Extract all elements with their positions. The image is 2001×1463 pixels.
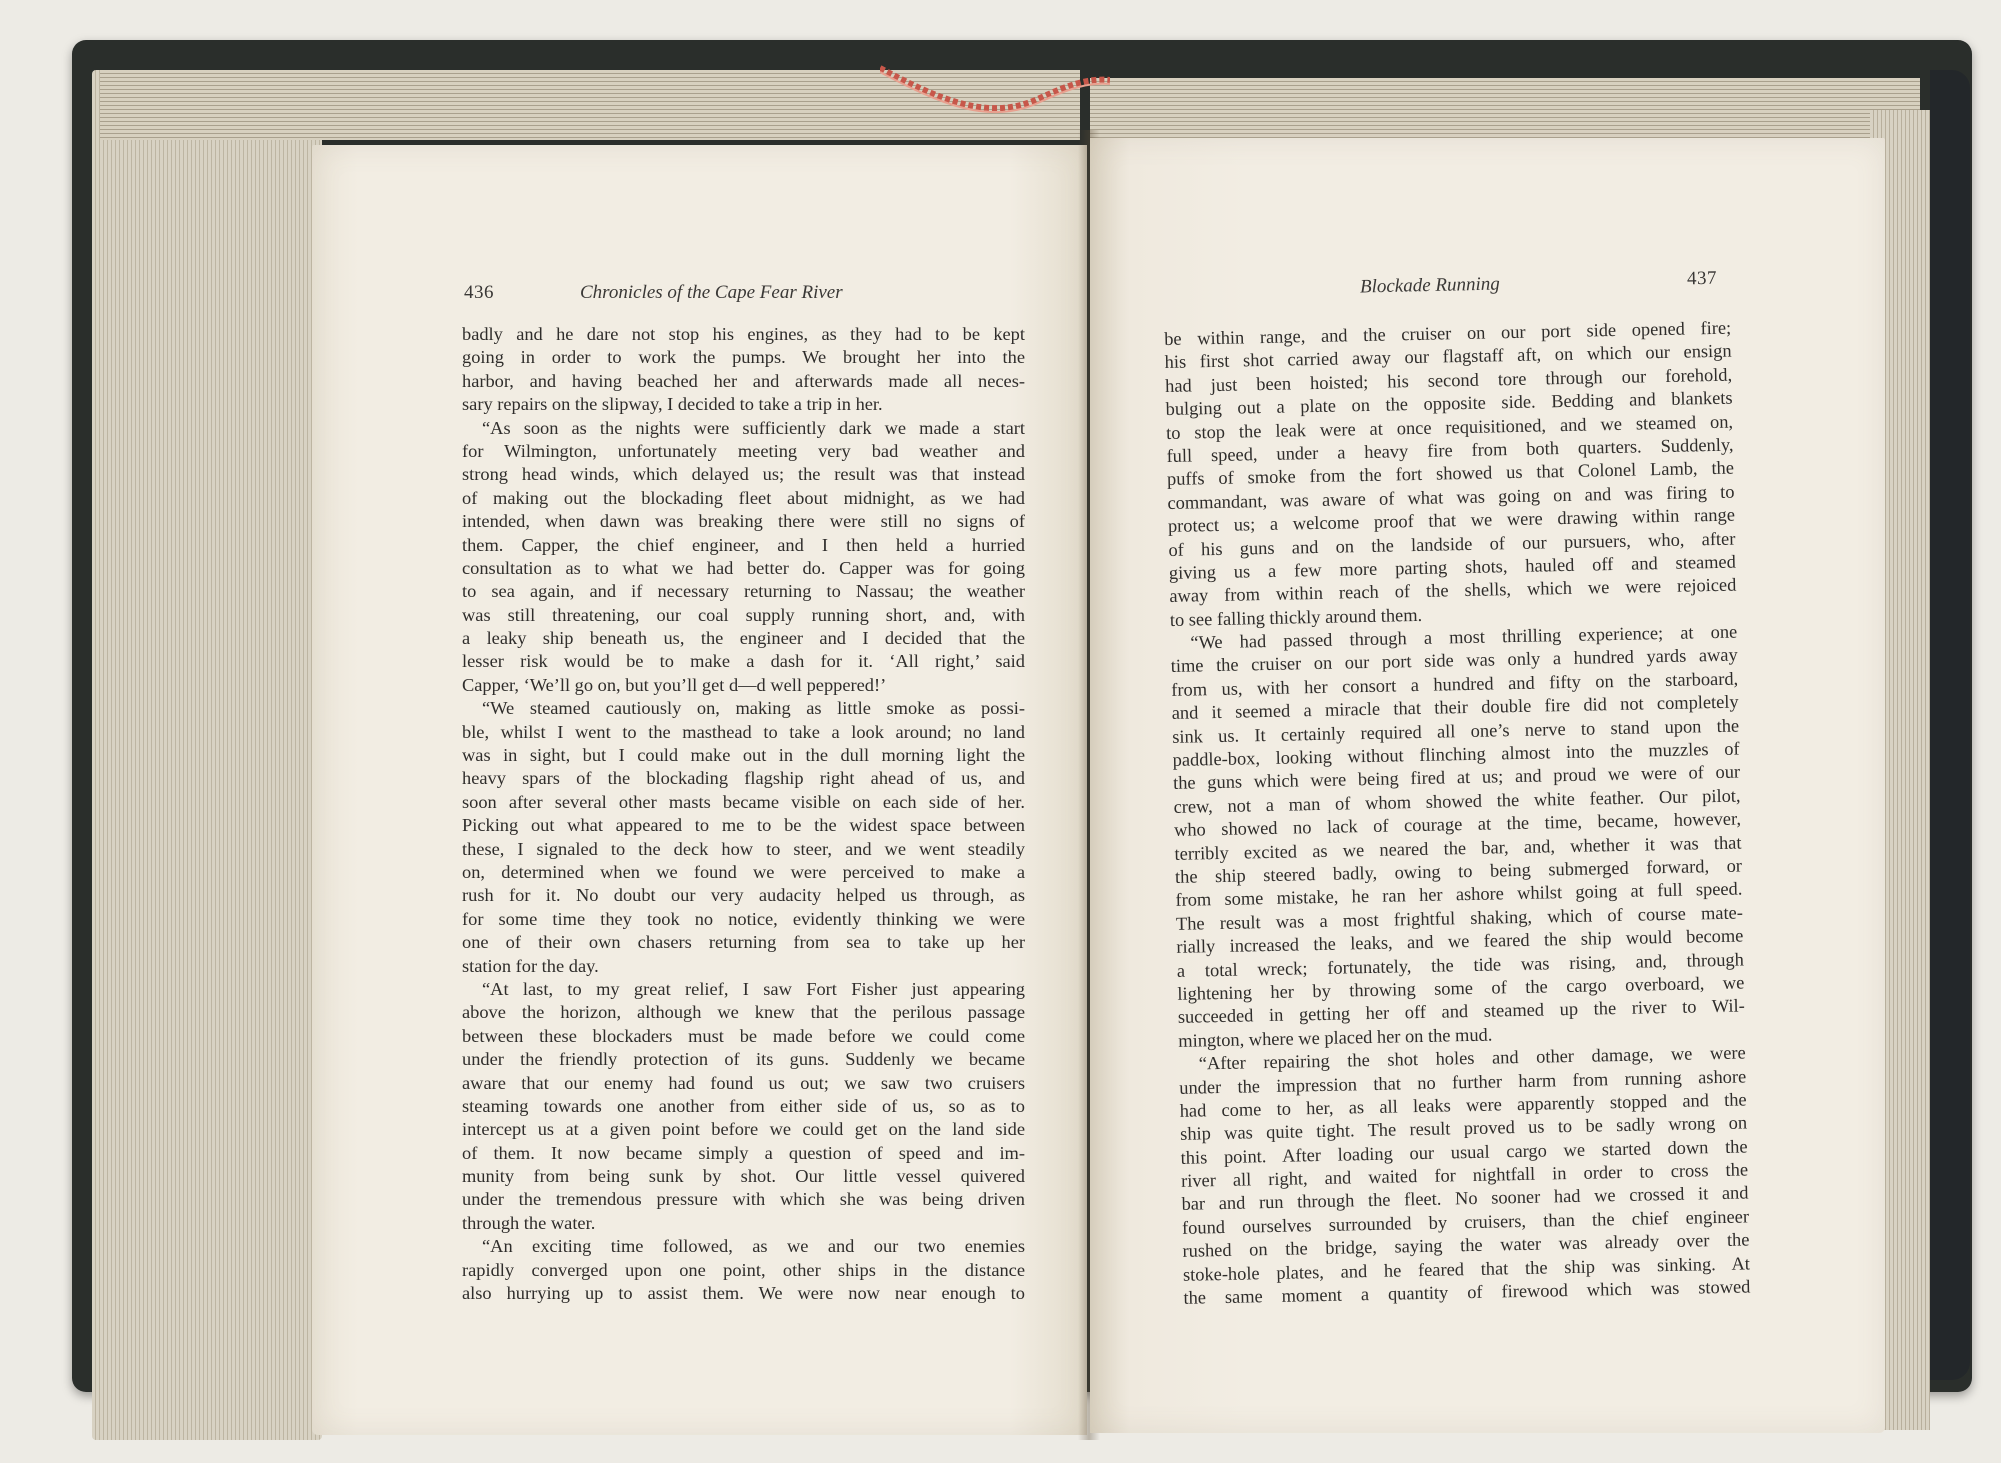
text-line: be within range, and the cruiser on our port side opened fire; (1164, 317, 1732, 349)
text-line: “An exciting time followed, as we and our two enemies (482, 1236, 1025, 1257)
text-line: “As soon as the nights were sufficiently dark we made a start (482, 417, 1025, 438)
text-line: “After repairing the shot holes and other damage, we were (1198, 1042, 1746, 1074)
text-line: his first shot carried away our flagstaff aft, on which our ensign (1164, 341, 1732, 373)
text-line: going in order to work the pumps. We brought her into the (462, 347, 1025, 368)
right-page (1090, 138, 1885, 1433)
text-line: steaming towards one another from either side of us, so as to (462, 1095, 1025, 1116)
text-line: to see falling thickly around them. (1169, 604, 1423, 630)
text-line: intended, when dawn was breaking there were still no signs of (462, 511, 1025, 532)
text-line: away from within reach of the shells, which we were rejoiced (1169, 574, 1737, 607)
text-line: of them. It now became simply a question of speed and im- (462, 1142, 1025, 1163)
running-head-left: Chronicles of the Cape Fear River (580, 282, 843, 303)
text-line: soon after several other masts became visible on each side of her. (462, 791, 1025, 812)
text-line: from us, with her consort a hundred and fifty on the starboard, (1171, 668, 1739, 700)
text-line: intercept us at a given point before we could get on the land side (462, 1119, 1025, 1140)
text-line: ship was quite tight. The result proved us to be sadly wrong on (1179, 1112, 1748, 1145)
text-line: had come to her, as all leaks were apparently stopped and the (1179, 1089, 1747, 1121)
text-line: “We steamed cautiously on, making as little smoke as possi- (482, 698, 1025, 719)
text-line: “At last, to my great relief, I saw Fort Fisher just appearing (482, 978, 1025, 999)
text-line: The result was a most frightful shaking, which of course mate- (1175, 902, 1744, 934)
text-line: the same moment a quantity of firewood which was stowed (1183, 1276, 1751, 1308)
text-line: had just been hoisted; his second tore through our forehold, (1164, 364, 1733, 396)
text-line: the ship steered badly, owing to being submerged forward, or (1174, 855, 1743, 887)
text-line: between these blockaders must be made before we could come (462, 1025, 1025, 1046)
text-line: heavy spars of the blockading flagship right ahead of us, and (462, 768, 1025, 789)
text-line: time the cruiser on our port side was only a hundred yards away (1170, 645, 1738, 677)
text-line: the guns which were being fired at us; and proud we were of our (1172, 761, 1741, 794)
text-line: to stop the leak were at once requisitioned, and we steamed on, (1165, 411, 1734, 443)
text-line: lightening her by throwing some of the cargo overboard, we (1177, 972, 1745, 1004)
page-number-left: 436 (464, 282, 494, 303)
text-line: lesser risk would be to make a dash for it. ‘All right,’ said (462, 651, 1025, 672)
text-line: to sea again, and if necessary returning to Nassau; the weather (462, 581, 1025, 602)
text-line: them. Capper, the chief engineer, and I then held a hurried (462, 534, 1025, 555)
text-line: rush for it. No doubt our very audacity helped us through, as (462, 885, 1025, 906)
text-line: munity from being sunk by shot. Our little vessel quivered (462, 1166, 1025, 1187)
right-page-body-text (1164, 317, 1751, 1311)
bookmark-ribbon (880, 60, 1110, 130)
text-line: under the impression that no further harm from running ashore (1179, 1065, 1747, 1098)
text-line: was in sight, but I could make out in the dull morning light the (462, 745, 1025, 766)
page-block-left-edge (92, 70, 322, 1440)
text-line: under the friendly protection of its guns. Suddenly we became (462, 1049, 1025, 1070)
text-line: rushed on the bridge, saying the water was already over the (1182, 1229, 1750, 1262)
text-line: on, determined when we found we were perceived to make a (462, 861, 1025, 882)
book-cover-spine-edge (1930, 70, 1970, 1380)
text-line: for some time they took no notice, evidently thinking we were (462, 908, 1025, 929)
text-line: stoke-hole plates, and he feared that the ship was sinking. At (1182, 1253, 1751, 1285)
text-line: sary repairs on the slipway, I decided to take a trip in her. (462, 394, 883, 415)
text-line: Capper, ‘We’ll go on, but you’ll get d—d well peppered!’ (462, 674, 887, 695)
text-line: crew, not a man of whom showed the white feather. Our pilot, (1173, 785, 1741, 817)
text-line: for Wilmington, unfortunately meeting very bad weather and (462, 440, 1025, 461)
text-line: sink us. It certainly required all one’s nerve to stand upon the (1172, 715, 1740, 747)
text-line: above the horizon, although we knew that the perilous passage (462, 1002, 1025, 1023)
text-line: Picking out what appeared to me to be the widest space between (462, 815, 1025, 836)
text-line: consultation as to what we had better do. Capper was for going (462, 557, 1025, 578)
text-line: through the water. (462, 1212, 596, 1233)
text-line: a leaky ship beneath us, the engineer and I decided that the (462, 628, 1025, 649)
text-line: station for the day. (462, 955, 599, 976)
text-line: one of their own chasers returning from sea to take up her (462, 932, 1025, 953)
text-line: mington, where we placed her on the mud. (1178, 1024, 1493, 1051)
text-line: was still threatening, our coal supply running short, and, with (462, 604, 1025, 625)
text-line: “We had passed through a most thrilling experience; at one (1190, 621, 1738, 653)
text-line: rapidly converged upon one point, other ships in the distance (462, 1259, 1025, 1280)
text-line: bar and run through the fleet. No sooner had we crossed it and (1181, 1182, 1749, 1215)
text-line: full speed, under a heavy fire from both quarters. Suddenly, (1166, 434, 1734, 466)
text-line: found ourselves surrounded by cruisers, than the chief engineer (1181, 1206, 1750, 1238)
text-line: strong head winds, which delayed us; the result was that instead (462, 464, 1025, 485)
text-line: of making out the blockading fleet about midnight, as we had (462, 487, 1025, 508)
text-line: also hurrying up to assist them. We were now near enough to (462, 1283, 1025, 1304)
text-line: harbor, and having beached her and afterwards made all neces- (462, 370, 1025, 391)
text-line: giving us a few more parting shots, hauled off and steamed (1168, 551, 1737, 583)
text-line: succeeded in getting her off and steamed up the river to Wil- (1177, 995, 1745, 1028)
running-head-right: Blockade Running (1359, 273, 1501, 298)
text-line: this point. After loading our usual cargo we started down the (1180, 1136, 1748, 1168)
page-block-top-right (1090, 78, 1920, 140)
text-line: puffs of smoke from the fort showed us that Colonel Lamb, the (1166, 457, 1735, 490)
text-line: and it seemed a miracle that their double fire did not completely (1171, 691, 1739, 724)
left-page (312, 145, 1087, 1435)
text-line: terribly excited as we neared the bar, and, whether it was that (1174, 832, 1742, 864)
text-line: under the tremendous pressure with which she was being driven (462, 1189, 1025, 1210)
text-line: who showed no lack of courage at the time, became, however, (1173, 808, 1742, 841)
text-line: aware that our enemy had found us out; we saw two cruisers (462, 1072, 1025, 1093)
text-line: bulging out a plate on the opposite side. Bedding and blankets (1165, 387, 1733, 420)
text-line: badly and he dare not stop his engines, as they had to be kept (462, 324, 1025, 344)
page-number-right: 437 (1686, 267, 1718, 290)
text-line: commandant, was aware of what was going on and was firing to (1167, 481, 1735, 513)
left-page-body-text (462, 323, 1025, 1305)
text-line: river all right, and waited for nightfall in order to cross the (1180, 1159, 1749, 1191)
text-line: protect us; a welcome proof that we were drawing within range (1167, 504, 1736, 537)
text-line: ble, whilst I went to the masthead to take a look around; no land (462, 721, 1025, 742)
text-line: from some mistake, he ran her ashore whilst going at full speed. (1175, 878, 1743, 911)
text-line: these, I signaled to the deck how to steer, and we went steadily (462, 838, 1025, 859)
text-line: of his guns and on the landside of our pursuers, who, after (1168, 528, 1736, 560)
text-line: paddle-box, looking without flinching almost into the muzzles of (1172, 738, 1740, 770)
text-line: rially increased the leaks, and we feared the ship would become (1176, 925, 1744, 958)
text-line: a total wreck; fortunately, the tide was rising, and, through (1176, 949, 1744, 981)
